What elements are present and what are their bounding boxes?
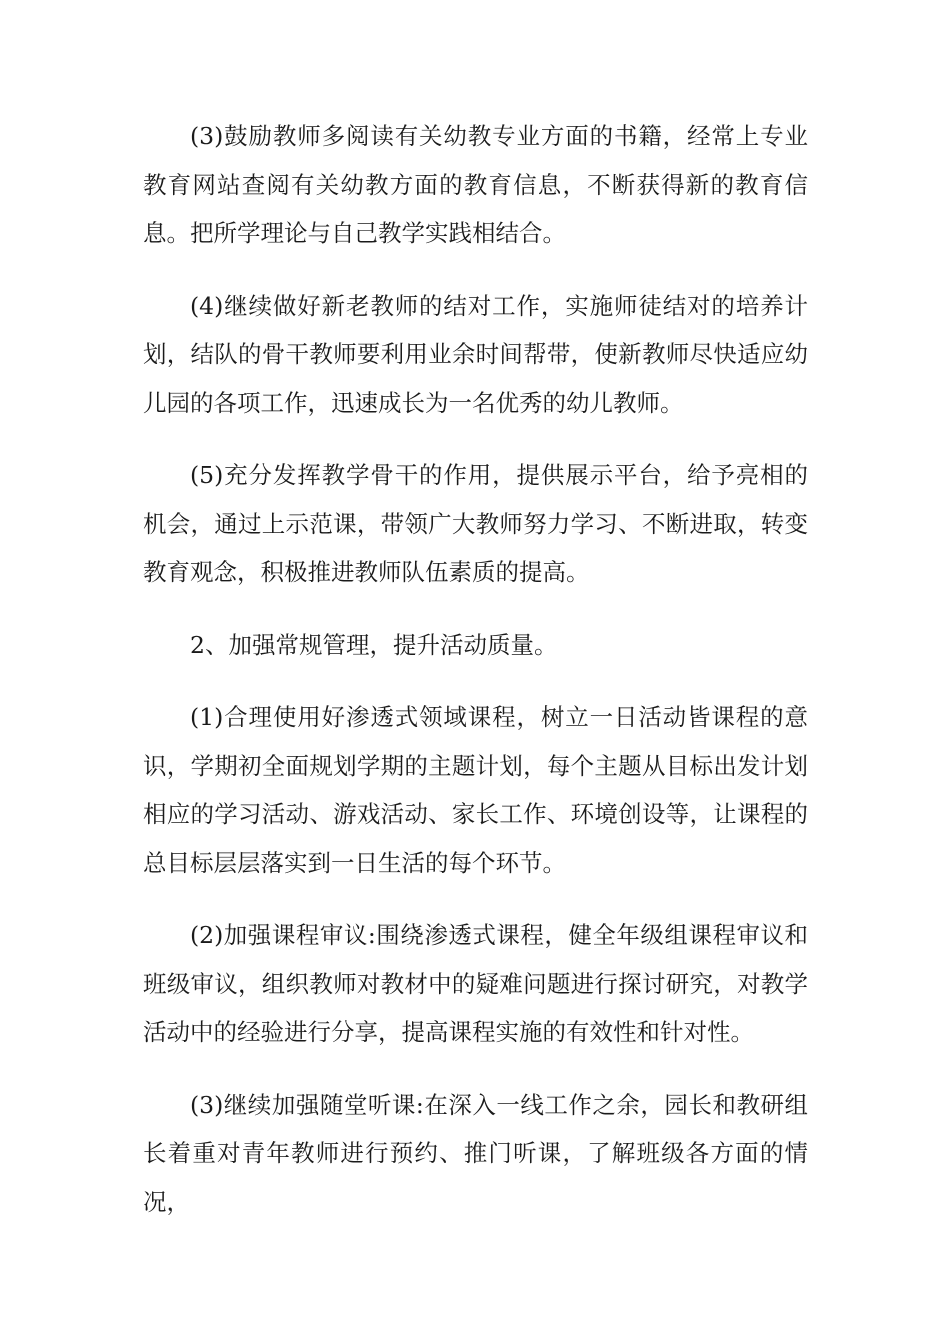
paragraph-curriculum-use: (1)合理使用好渗透式领域课程，树立一日活动皆课程的意识，学期初全面规划学期的主题计划，每个主题从目标出发计划相应的学习活动、游戏活动、家长工作、环境创设等，让课程的总目标层层落实到一日生活的每个环节。 bbox=[143, 703, 808, 877]
section-heading-routine-management: 2、加强常规管理，提升活动质量。 bbox=[190, 630, 558, 659]
paragraph-backbone-teachers: (5)充分发挥教学骨干的作用，提供展示平台，给予亮相的机会，通过上示范课，带领广大教师努力学习、不断进取，转变教育观念，积极推进教师队伍素质的提高。 bbox=[143, 461, 808, 586]
paragraph-curriculum-review: (2)加强课程审议:围绕渗透式课程，健全年级组课程审议和班级审议，组织教师对教材中的疑难问题进行探讨研究，对教学活动中的经验进行分享，提高课程实施的有效性和针对性。 bbox=[143, 921, 808, 1046]
document-body bbox=[143, 112, 808, 1250]
paragraph-teacher-reading: (3)鼓励教师多阅读有关幼教专业方面的书籍，经常上专业教育网站查阅有关幼教方面的教育信息，不断获得新的教育信息。把所学理论与自己教学实践相结合。 bbox=[143, 122, 808, 247]
paragraph-mentor-pairing: (4)继续做好新老教师的结对工作，实施师徒结对的培养计划，结队的骨干教师要利用业余时间帮带，使新教师尽快适应幼儿园的各项工作，迅速成长为一名优秀的幼儿教师。 bbox=[143, 291, 808, 417]
paragraph-class-observation: (3)继续加强随堂听课:在深入一线工作之余，园长和教研组长着重对青年教师进行预约、推门听课，了解班级各方面的情况， bbox=[143, 1090, 808, 1216]
